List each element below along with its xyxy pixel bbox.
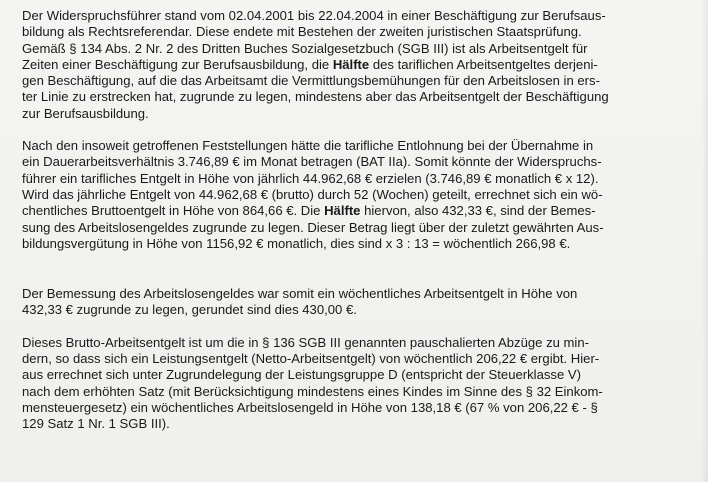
text-segment: aus errechnet sich unter Zugrundelegung der Leistungsgruppe D (entspricht der Steuerklasse V): [22, 367, 581, 383]
text-line: [22, 286, 694, 302]
text-line: [22, 154, 694, 170]
text-line: [22, 41, 694, 57]
text-line: [22, 24, 694, 40]
text-segment: nach dem erhöhten Satz (mit Berücksichtigung mindestens eines Kindes im Sinne des § 32 Einkom-: [22, 383, 603, 399]
text-line: [22, 335, 694, 351]
text-line: [22, 416, 694, 432]
text-segment: Nach den insoweit getroffenen Feststellungen hätte die tarifliche Entlohnung bei der Übernahme in: [22, 138, 594, 154]
text-segment: Zeiten einer Beschäftigung zur Berufsausbildung, die: [22, 56, 333, 72]
text-segment: ein Dauerarbeitsverhältnis 3.746,89 € im Monat betragen (BAT IIa). Somit könnte der Widerspruchs-: [22, 154, 602, 170]
paragraph-1: [22, 8, 694, 122]
paragraph-2: [22, 138, 694, 252]
text-line: [22, 138, 694, 154]
text-line: [22, 187, 694, 203]
text-segment: Der Bemessung des Arbeitslosengeldes war somit ein wöchentliches Arbeitsentgelt in Höhe von: [22, 286, 578, 302]
text-segment: gen Beschäftigung, auf die das Arbeitsamt die Vermittlungsbemühungen für den Arbeitslosen in ers-: [22, 73, 600, 89]
paragraph-3: [22, 286, 694, 319]
paragraph-gap: [22, 122, 694, 138]
text-line: [22, 367, 694, 383]
emphasis-text: Hälfte: [324, 203, 361, 219]
text-segment: 432,33 € zugrunde zu legen, gerundet sind dies 430,00 €.: [22, 302, 357, 318]
paragraph-gap: [22, 319, 694, 335]
text-segment: zur Berufsausbildung.: [22, 105, 149, 121]
text-line: [22, 384, 694, 400]
text-line: [22, 203, 694, 219]
text-segment: Dieses Brutto-Arbeitsentgelt ist um die in § 136 SGB III genannten pauschalierten Abzüge zu min-: [22, 334, 589, 350]
text-line: [22, 236, 694, 252]
text-line: [22, 302, 694, 318]
text-segment: chentliches Bruttoentgelt in Höhe von 864,66 €. Die: [22, 203, 325, 219]
text-segment: dern, so dass sich ein Leistungsentgelt (Netto-Arbeitsentgelt) von wöchentlich 206,22 € ergibt. Hier-: [22, 351, 600, 367]
document-body: [22, 8, 694, 433]
text-line: [22, 57, 694, 73]
text-segment: Gemäß § 134 Abs. 2 Nr. 2 des Dritten Buches Sozialgesetzbuch (SGB III) ist als Arbeitsentgelt für: [22, 40, 588, 56]
text-line: [22, 106, 694, 122]
text-segment: sung des Arbeitslosengeldes zugrunde zu legen. Dieser Betrag liegt über der zuletzt gewährten Aus-: [22, 219, 604, 235]
text-line: [22, 171, 694, 187]
text-line: [22, 220, 694, 236]
text-line: [22, 89, 694, 105]
text-segment: führer ein tarifliches Entgelt in Höhe von jährlich 44.962,68 € erzielen (3.746,89 € monatlich € x 12).: [22, 170, 599, 186]
text-segment: ter Linie zu erstrecken hat, zugrunde zu legen, mindestens aber das Arbeitsentgelt der Beschäftigung: [22, 89, 609, 105]
text-segment: mensteuergesetz) ein wöchentliches Arbeitslosengeld in Höhe von 138,18 € (67 % von 206,22 € - §: [22, 399, 598, 415]
paragraph-4: [22, 335, 694, 433]
emphasis-text: Hälfte: [332, 56, 370, 72]
text-line: [22, 73, 694, 89]
text-line: [22, 8, 694, 24]
paragraph-gap: [22, 252, 694, 286]
page-edge-shadow: [702, 0, 708, 482]
text-segment: hiervon, also 432,33 €, sind der Bemes-: [360, 203, 596, 219]
text-segment: des tariflichen Arbeitsentgeltes derjeni-: [369, 56, 598, 72]
text-line: [22, 400, 694, 416]
text-segment: bildungsvergütung in Höhe von 1156,92 € monatlich, dies sind x 3 : 13 = wöchentlich 266,98 €.: [22, 235, 571, 251]
text-segment: Der Widerspruchsführer stand vom 02.04.2001 bis 22.04.2004 in einer Beschäftigung zur Berufsaus-: [22, 8, 606, 23]
text-line: [22, 351, 694, 367]
text-segment: 129 Satz 1 Nr. 1 SGB III).: [22, 416, 170, 432]
text-segment: Wird das jährliche Entgelt von 44.962,68 € (brutto) durch 52 (Wochen) geteilt, errechnet sich ein wö-: [22, 186, 603, 202]
text-segment: bildung als Rechtsreferendar. Diese endete mit Bestehen der zweiten juristischen Staatsprüfung.: [22, 24, 582, 40]
